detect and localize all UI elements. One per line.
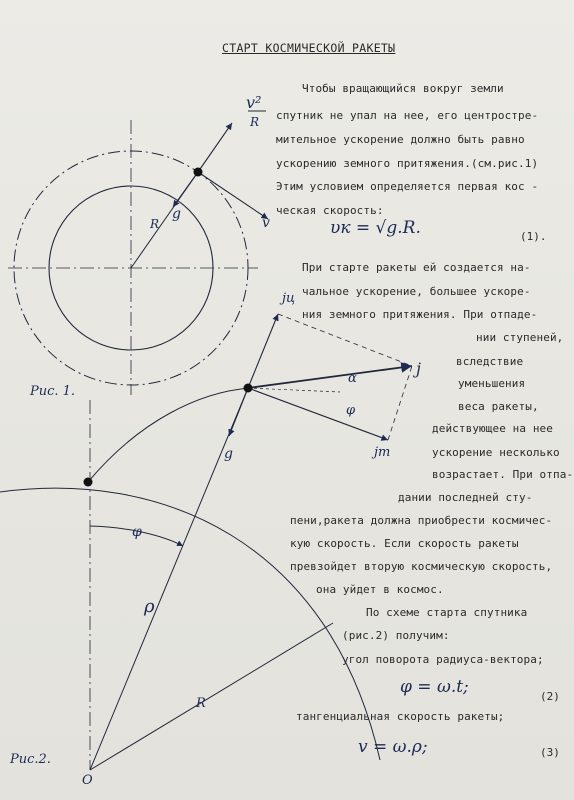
text-line: чальное ускорение, большее ускоре- [302, 285, 531, 298]
document-title: СТАРТ КОСМИЧЕСКОЙ РАКЕТЫ [222, 41, 396, 55]
satellite-point [194, 168, 203, 177]
label-v2: v² [246, 93, 262, 112]
text-line: она уйдет в космос. [316, 583, 444, 596]
text-line: дании последней сту- [398, 491, 533, 504]
dashed-parallel-top [278, 314, 412, 366]
label-g-fig2: g [224, 446, 233, 462]
text-line: тангенциальная скорость ракеты; [296, 710, 505, 723]
text-line: кую скорость. Если скорость ракеты [290, 537, 519, 550]
trajectory-arc [88, 388, 250, 482]
ju-arrow [248, 314, 278, 388]
equation-number-1: (1). [520, 230, 547, 243]
text-line: вследствие [456, 355, 524, 368]
label-origin: O [82, 773, 93, 788]
g-arrow-fig2 [229, 388, 248, 436]
label-R-denominator: R [250, 115, 260, 129]
jt-arrow [248, 388, 388, 440]
text-line: ускорение несколько [432, 446, 560, 459]
text-line: нии ступеней, [476, 331, 564, 344]
label-phi-small: φ [346, 403, 356, 418]
equation-number-2: (2) [540, 690, 560, 703]
label-alpha: α [348, 371, 357, 386]
text-line: (рис.2) получим: [342, 629, 450, 642]
text-line: ческая скорость: [276, 204, 384, 217]
dashed-horizon [248, 388, 340, 392]
text-line: веса ракеты, [458, 400, 539, 413]
equation-number-3: (3) [540, 746, 560, 759]
label-g-fig1: g [172, 206, 181, 222]
text-line: По схеме старта спутника [366, 606, 528, 619]
text-line: возрастает. При отпа- [432, 468, 574, 481]
text-line: ускорению земного притяжения.(см.рис.1) [276, 157, 539, 170]
formula-2: φ = ω.t; [400, 677, 469, 697]
label-ju: jц [282, 291, 296, 306]
dashed-parallel-right [388, 366, 412, 440]
text-line: угол поворота радиуса-вектора; [342, 653, 544, 666]
label-R-fig2: R [196, 696, 206, 711]
text-line: Чтобы вращающийся вокруг земли [302, 82, 504, 95]
text-line: мительное ускорение должно быть равно [276, 133, 525, 146]
j-arrow [248, 366, 412, 388]
text-line: уменьшения [458, 377, 526, 390]
R-line [90, 623, 333, 770]
fig1-caption: Рис. 1. [30, 384, 76, 399]
text-line: действующее на нее [432, 422, 554, 435]
label-phi: φ [132, 524, 142, 540]
label-rho: ρ [144, 596, 155, 617]
figure-1 [8, 111, 268, 395]
formula-3: v = ω.ρ; [358, 737, 428, 757]
label-v: v [262, 215, 270, 231]
label-jt: jт [374, 445, 391, 460]
text-line: Этим условием определяется первая кос - [276, 180, 539, 193]
formula-1: υк = √g.R. [330, 218, 421, 238]
g-arrow-fig1 [173, 172, 198, 207]
label-j: j [416, 359, 421, 378]
text-line: спутник не упал на нее, его центростре- [276, 109, 539, 122]
text-line: При старте ракеты ей создается на- [302, 261, 531, 274]
v-arrow [198, 172, 268, 219]
rocket-point [244, 384, 253, 393]
start-point [84, 478, 93, 487]
label-R-fig1: R [150, 217, 160, 231]
fig2-caption: Рис.2. [10, 752, 51, 767]
text-line: превзойдет вторую космическую скорость, [290, 560, 553, 573]
v2-r-arrow [198, 123, 232, 172]
text-line: ния земного притяжения. При отпаде- [302, 308, 538, 321]
text-line: пени,ракета должна приобрести космичес- [290, 514, 553, 527]
